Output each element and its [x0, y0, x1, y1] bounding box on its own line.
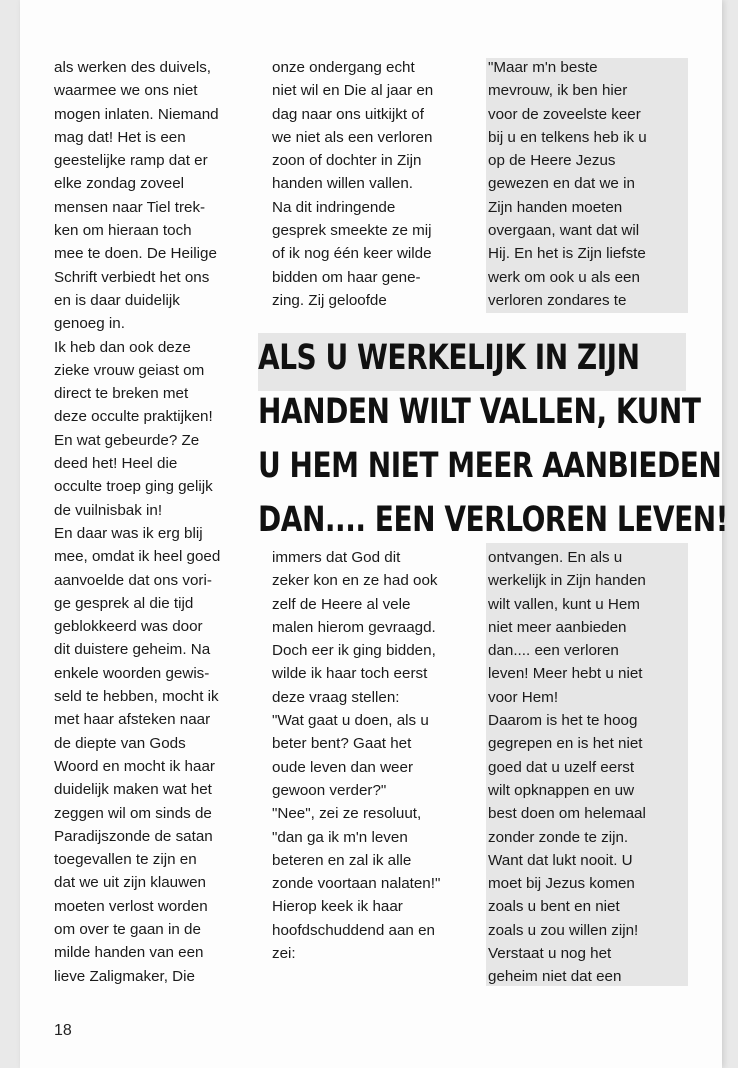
- text-line: we niet als een verloren: [272, 128, 433, 146]
- column-1: [54, 56, 220, 988]
- text-line: verloren zondares te: [488, 291, 627, 309]
- text-line: Hierop keek ik haar: [272, 898, 403, 916]
- text-line: oude leven dan weer: [272, 758, 414, 776]
- text-line: overgaan, want dat wil: [488, 222, 640, 240]
- text-line: seld te hebben, mocht ik: [54, 688, 219, 706]
- pull-quote: [258, 331, 728, 545]
- text-line: zieke vrouw geiast om: [54, 361, 205, 379]
- text-line: werk om ook u als een: [488, 268, 640, 286]
- text-line: Paradijszonde de satan: [54, 827, 213, 845]
- text-line: Woord en mocht ik haar: [54, 757, 215, 775]
- text-line: mogen inlaten. Niemand: [54, 105, 219, 123]
- text-line: zoon of dochter in Zijn: [272, 152, 422, 170]
- text-line: om over te gaan in de: [54, 920, 201, 938]
- text-line: moeten verlost worden: [54, 897, 208, 915]
- text-line: niet wil en Die al jaar en: [272, 82, 434, 100]
- text-line: "Maar m'n beste: [488, 59, 598, 76]
- text-line: mee te doen. De Heilige: [54, 245, 217, 263]
- text-line: "dan ga ik m'n leven: [272, 828, 408, 846]
- text-line: handen willen vallen.: [272, 175, 414, 193]
- text-line: als werken des duivels,: [54, 59, 212, 76]
- text-line: HANDEN WILT VALLEN, KUNT: [258, 392, 701, 432]
- text-line: direct te breken met: [54, 385, 189, 403]
- text-line: deze occulte praktijken!: [54, 408, 213, 426]
- text-line: duidelijk maken wat het: [54, 781, 212, 799]
- text-line: geestelijke ramp dat er: [54, 152, 208, 170]
- text-line: geblokkeerd was door: [54, 618, 203, 636]
- page-number: 18: [54, 1022, 72, 1039]
- text-line: malen hierom gevraagd.: [272, 618, 436, 636]
- text-line: of ik nog één keer wilde: [272, 245, 432, 263]
- text-line: leven! Meer hebt u niet: [488, 665, 643, 683]
- text-line: dan.... een verloren: [488, 642, 619, 660]
- text-line: zeker kon en ze had ook: [272, 572, 438, 590]
- text-line: "Wat gaat u doen, als u: [272, 712, 429, 730]
- text-line: Want dat lukt nooit. U: [488, 851, 633, 869]
- text-line: de vuilnisbak in!: [54, 501, 163, 519]
- text-line: lieve Zaligmaker, Die: [54, 967, 195, 985]
- text-line: voor de zoveelste keer: [488, 105, 641, 123]
- text-line: gesprek smeekte ze mij: [272, 222, 432, 240]
- text-line: immers dat God dit: [272, 549, 401, 566]
- text-line: moet bij Jezus komen: [488, 875, 635, 893]
- text-line: dag naar ons uitkijkt of: [272, 105, 424, 123]
- text-line: goed dat u uzelf eerst: [488, 758, 635, 776]
- text-line: Zijn handen moeten: [488, 198, 623, 216]
- text-line: DAN.... EEN VERLOREN LEVEN!: [258, 500, 728, 540]
- text-line: voor Hem!: [488, 688, 559, 706]
- text-line: hoofdschuddend aan en: [272, 921, 435, 939]
- column-3-bottom: [488, 546, 646, 989]
- text-line: wilde ik haar toch eerst: [272, 665, 428, 683]
- text-line: Ik heb dan ook deze: [54, 338, 191, 356]
- text-line: en is daar duidelijk: [54, 291, 180, 309]
- text-line: U HEM NIET MEER AANBIEDEN: [258, 446, 722, 486]
- text-line: Daarom is het te hoog: [488, 712, 638, 730]
- text-line: bidden om haar gene-: [272, 268, 421, 286]
- text-line: ge gesprek al die tijd: [54, 594, 194, 612]
- text-line: beter bent? Gaat het: [272, 735, 412, 753]
- text-line: mensen naar Tiel trek-: [54, 198, 206, 216]
- text-line: best doen om helemaal: [488, 805, 646, 823]
- text-line: Hij. En het is Zijn liefste: [488, 245, 646, 263]
- text-line: "Nee", zei ze resoluut,: [272, 805, 422, 823]
- text-line: zoals u zou willen zijn!: [488, 921, 639, 939]
- text-line: zelf de Heere al vele: [272, 595, 411, 613]
- text-line: dat we uit zijn klauwen: [54, 874, 206, 892]
- text-line: dit duistere geheim. Na: [54, 641, 211, 659]
- text-line: toegevallen te zijn en: [54, 851, 197, 869]
- text-line: zeggen wil om sinds de: [54, 804, 212, 822]
- text-line: milde handen van een: [54, 944, 204, 962]
- text-line: deze vraag stellen:: [272, 688, 400, 706]
- text-line: de diepte van Gods: [54, 734, 186, 752]
- text-line: waarmee we ons niet: [54, 82, 198, 100]
- text-line: Doch eer ik ging bidden,: [272, 642, 436, 660]
- text-line: ontvangen. En als u: [488, 549, 623, 566]
- text-line: mag dat! Het is een: [54, 128, 186, 146]
- text-line: met haar afsteken naar: [54, 711, 211, 729]
- text-line: Schrift verbiedt het ons: [54, 268, 210, 286]
- text-line: mevrouw, ik ben hier: [488, 82, 628, 100]
- text-line: zonde voortaan nalaten!": [272, 875, 441, 893]
- text-line: enkele woorden gewis-: [54, 664, 210, 682]
- text-line: ALS U WERKELIJK IN ZIJN: [258, 338, 640, 378]
- text-line: deed het! Heel die: [54, 455, 178, 473]
- text-line: werkelijk in Zijn handen: [488, 572, 646, 590]
- text-line: geheim niet dat een: [488, 968, 622, 986]
- text-line: genoeg in.: [54, 315, 125, 333]
- text-line: zonder zonde te zijn.: [488, 828, 629, 846]
- text-line: wilt opknappen en uw: [488, 781, 635, 799]
- text-line: wilt vallen, kunt u Hem: [488, 595, 640, 613]
- text-line: mee, omdat ik heel goed: [54, 548, 221, 566]
- text-line: zing. Zij geloofde: [272, 291, 387, 309]
- column-3-top: [488, 56, 647, 312]
- text-line: onze ondergang echt: [272, 59, 415, 76]
- text-line: En daar was ik erg blij: [54, 524, 203, 542]
- column-2-bottom: [272, 546, 440, 965]
- text-line: gegrepen en is het niet: [488, 735, 643, 753]
- text-line: occulte troep ging gelijk: [54, 478, 213, 496]
- text-line: zoals u bent en niet: [488, 898, 620, 916]
- text-line: aanvoelde dat ons vori-: [54, 571, 212, 589]
- text-line: Verstaat u nog het: [488, 945, 612, 963]
- text-line: En wat gebeurde? Ze: [54, 431, 200, 449]
- text-line: Na dit indringende: [272, 198, 396, 216]
- text-line: bij u en telkens heb ik u: [488, 128, 647, 146]
- text-line: niet meer aanbieden: [488, 618, 627, 636]
- text-line: zei:: [272, 945, 296, 963]
- text-line: beteren en zal ik alle: [272, 851, 412, 869]
- text-line: gewoon verder?": [272, 781, 387, 799]
- text-line: ken om hieraan toch: [54, 222, 192, 240]
- column-2-top: [272, 56, 433, 312]
- text-line: elke zondag zoveel: [54, 175, 185, 193]
- text-line: gewezen en dat we in: [488, 175, 635, 193]
- text-line: op de Heere Jezus: [488, 152, 616, 170]
